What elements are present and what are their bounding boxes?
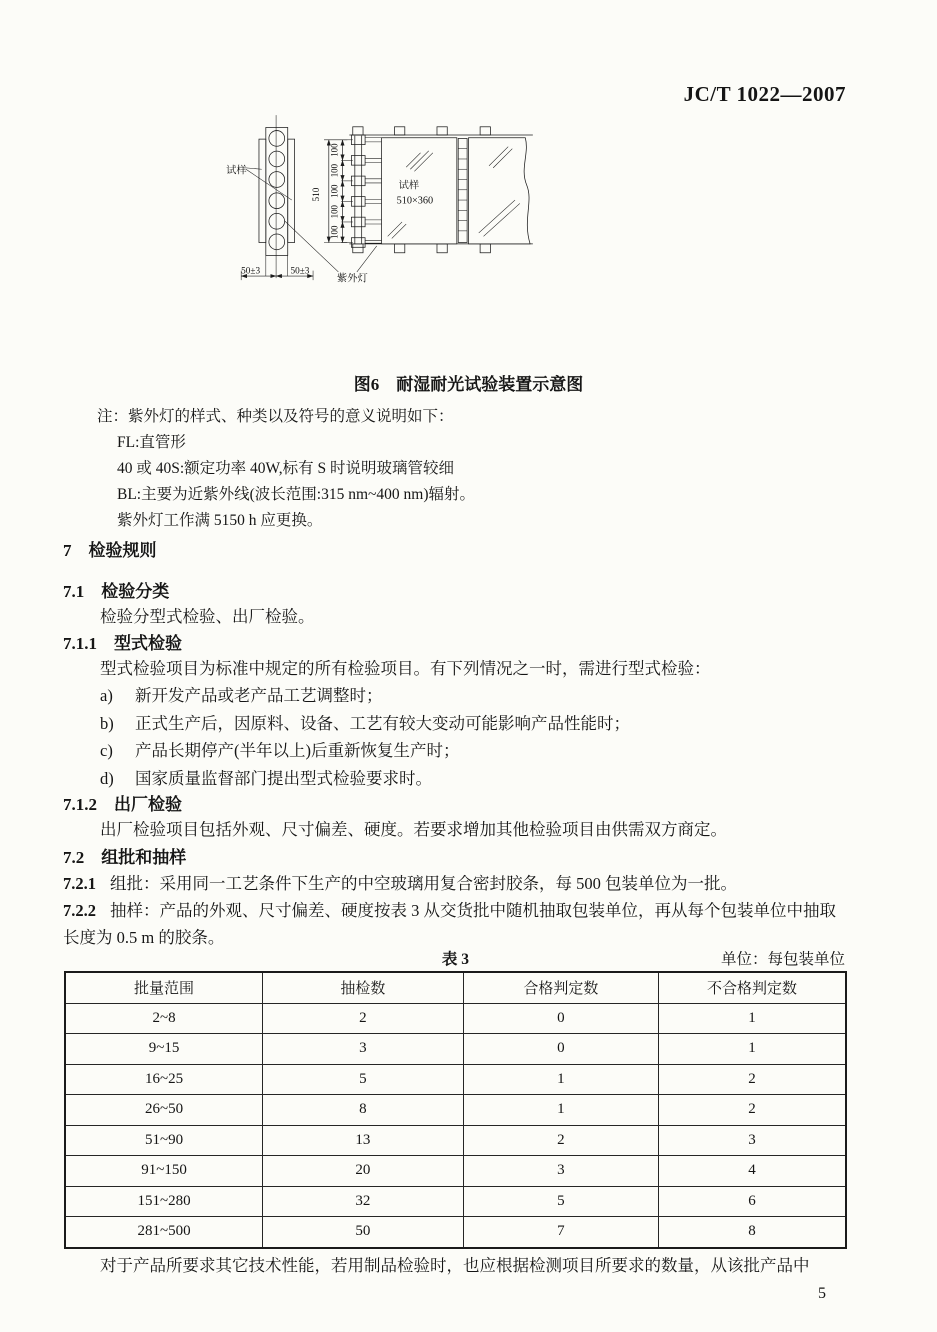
dim-510-label: 510 (311, 187, 322, 202)
cell: 281~500 (65, 1217, 263, 1248)
heading-7-1-2: 7.1.2 出厂检验 (63, 795, 182, 814)
list-item-b (100, 710, 880, 737)
list-label: c) (100, 741, 113, 760)
cell: 2 (659, 1064, 846, 1095)
dim-100-label: 100 (329, 143, 340, 157)
list-text: 新开发产品或老产品工艺调整时； (135, 686, 383, 705)
list-label: b) (100, 714, 114, 733)
specimen-glass-1 (382, 138, 457, 244)
figure-notes (97, 404, 475, 534)
cell: 7 (463, 1217, 658, 1248)
heading-7-1-1: 7.1.1 型式检验 (63, 634, 182, 653)
note-item: 紫外灯工作满 5150 h 应更换。 (117, 512, 323, 529)
cell: 20 (263, 1156, 464, 1187)
cell: 3 (263, 1034, 464, 1065)
note-intro: 注：紫外灯的样式、种类以及符号的意义说明如下： (97, 408, 454, 425)
cell: 13 (263, 1125, 464, 1156)
cell: 8 (263, 1095, 464, 1126)
uv-lamp-bank (341, 135, 381, 247)
dim-100-label: 100 (329, 163, 340, 178)
table-row (65, 1003, 846, 1034)
specimen-label-left: 试样 (226, 165, 247, 177)
cell: 51~90 (65, 1125, 263, 1156)
clause-7-2-1 (63, 870, 875, 897)
cell: 0 (463, 1003, 658, 1034)
dim-100-label: 100 (329, 184, 340, 198)
dim-50-right: 50±3 (290, 265, 310, 276)
cell: 1 (463, 1095, 658, 1126)
clause-number: 7.2.1 (63, 874, 96, 893)
cell: 50 (263, 1217, 464, 1248)
cell: 5 (463, 1186, 658, 1217)
list-label: d) (100, 769, 114, 788)
paragraph-7-1-2: 出厂检验项目包括外观、尺寸偏差、硬度。若要求增加其他检验项目由供需双方商定。 (100, 820, 727, 839)
table-row (65, 1156, 846, 1187)
cell: 6 (659, 1186, 846, 1217)
list-text: 产品长期停产(半年以上)后重新恢复生产时； (135, 741, 460, 760)
figure-caption: 图6 耐湿耐光试验装置示意图 (353, 375, 584, 394)
cell: 151~280 (65, 1186, 263, 1217)
cell: 3 (463, 1156, 658, 1187)
col-header: 批量范围 (65, 972, 263, 1003)
note-item: BL:主要为近紫外线(波长范围:315 nm~400 nm)辐射。 (117, 486, 475, 503)
cell: 91~150 (65, 1156, 263, 1187)
table-unit-note: 单位：每包装单位 (720, 951, 845, 968)
table-title: 表 3 (441, 951, 470, 968)
figure-6-diagram (222, 105, 704, 367)
table-row (65, 1034, 846, 1065)
list-item-a (100, 682, 880, 709)
cell: 9~15 (65, 1034, 263, 1065)
list-text: 正式生产后，因原料、设备、工艺有较大变动可能影响产品性能时； (135, 714, 630, 733)
list-text: 国家质量监督部门提出型式检验要求时。 (135, 769, 432, 788)
note-item: 40 或 40S:额定功率 40W,标有 S 时说明玻璃管较细 (117, 460, 455, 477)
clause-7-2-2 (63, 897, 845, 951)
cell: 16~25 (65, 1064, 263, 1095)
cell: 26~50 (65, 1095, 263, 1126)
clause-text: 组批：采用同一工艺条件下生产的中空玻璃用复合密封胶条，每 500 包装单位为一批。 (110, 874, 737, 893)
table-row (65, 1095, 846, 1126)
specimen-label-center: 试样 (398, 180, 420, 192)
paragraph-7-1: 检验分型式检验、出厂检验。 (100, 607, 315, 626)
spacer-strip (458, 138, 467, 242)
table-3 (64, 971, 847, 1249)
page-number: 5 (818, 1285, 826, 1302)
cell: 2~8 (65, 1003, 263, 1034)
heading-7: 7 检验规则 (63, 541, 157, 560)
col-header: 合格判定数 (463, 972, 658, 1003)
table-row (65, 1186, 846, 1217)
dim-100-label: 100 (329, 205, 340, 219)
note-item: FL:直管形 (117, 434, 186, 451)
clause-number: 7.2.2 (63, 901, 96, 920)
test-assembly-front-view (284, 127, 533, 285)
list-item-c (100, 737, 880, 764)
table-row (65, 1064, 846, 1095)
list-label: a) (100, 686, 113, 705)
cell: 0 (463, 1034, 658, 1065)
closing-paragraph: 对于产品所要求其它技术性能，若用制品检验时，也应根据检测项目所要求的数量，从该批产品中 (100, 1256, 810, 1275)
table-row (65, 1125, 846, 1156)
dim-50-left: 50±3 (241, 265, 261, 276)
cell: 8 (659, 1217, 846, 1248)
col-header: 抽检数 (263, 972, 464, 1003)
cell: 1 (463, 1064, 658, 1095)
list-item-d (100, 765, 880, 792)
table-row (65, 1217, 846, 1248)
col-header: 不合格判定数 (659, 972, 846, 1003)
sampling-table (64, 971, 847, 1249)
cell: 3 (659, 1125, 846, 1156)
clause-text: 抽样：产品的外观、尺寸偏差、硬度按表 3 从交货批中随机抽取包装单位，再从每个包装单位中抽取长度为 0.5 m 的胶条。 (63, 901, 836, 947)
cell: 2 (263, 1003, 464, 1034)
standard-code: JC/T 1022—2007 (683, 82, 846, 106)
cell: 2 (659, 1095, 846, 1126)
cell: 2 (463, 1125, 658, 1156)
paragraph-7-1-1: 型式检验项目为标准中规定的所有检验项目。有下列情况之一时，需进行型式检验： (100, 659, 711, 678)
uv-lamp-label: 紫外灯 (337, 273, 368, 285)
heading-7-1: 7.1 检验分类 (63, 582, 170, 601)
heading-7-2: 7.2 组批和抽样 (63, 848, 187, 867)
cell: 4 (659, 1156, 846, 1187)
cell: 1 (659, 1003, 846, 1034)
specimen-size-label: 510×360 (396, 195, 434, 207)
table-header-row (65, 972, 846, 1003)
cell: 1 (659, 1034, 846, 1065)
dim-100-label: 100 (329, 225, 340, 239)
cell: 5 (263, 1064, 464, 1095)
specimen-glass-2 (468, 138, 530, 244)
lamp-column-side-view (226, 115, 313, 280)
cell: 32 (263, 1186, 464, 1217)
